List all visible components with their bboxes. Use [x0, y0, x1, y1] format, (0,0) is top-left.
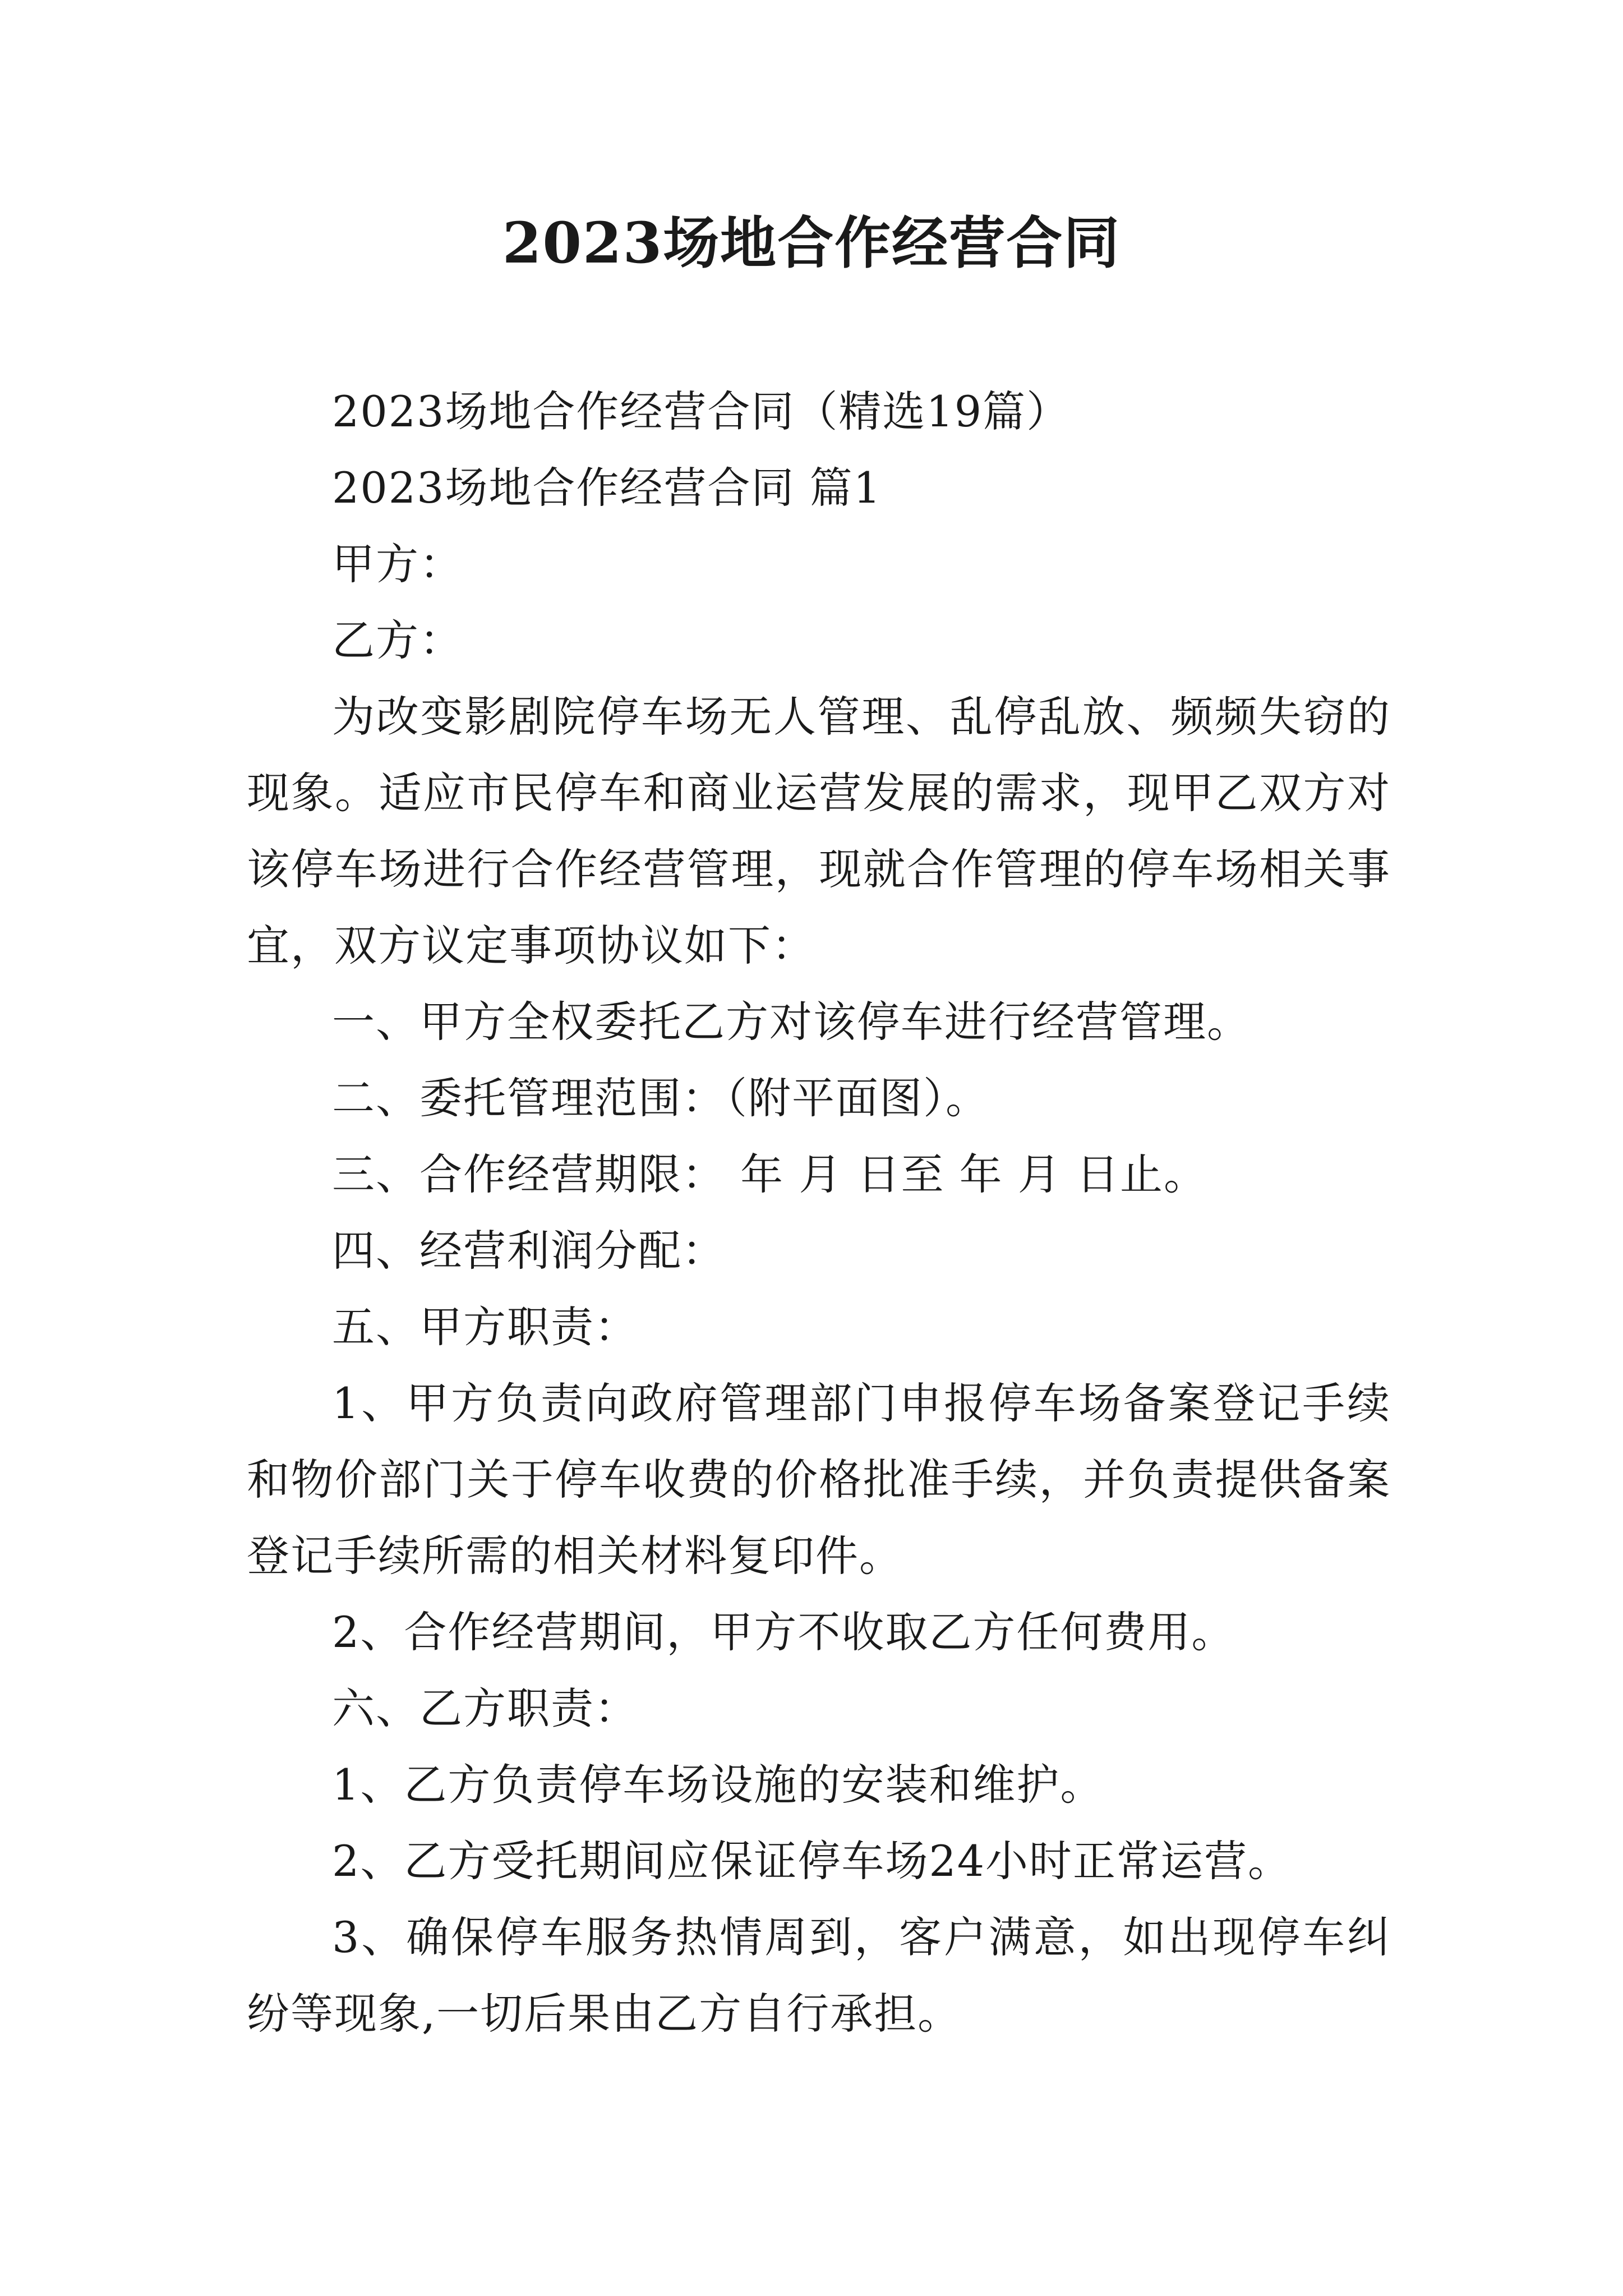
paragraph-clause-2: 二、委托管理范围：（附平面图）。 [332, 1073, 989, 1123]
paragraph-clause-1: 一、甲方全权委托乙方对该停车进行经营管理。 [332, 997, 1251, 1047]
document-title: 2023场地合作经营合同 [502, 210, 1121, 276]
paragraph-clause-6-item-2: 2、乙方受托期间应保证停车场24小时正常运营。 [332, 1836, 1292, 1886]
paragraph-clause-5-item-1: 1、甲方负责向政府管理部门申报停车场备案登记手续和物价部门关于停车收费的价格批准手续，并负责提供备案登记手续所需的相关材料复印件。 [247, 1378, 1391, 1581]
paragraph-subtitle: 2023场地合作经营合同（精选19篇） [332, 386, 1071, 436]
paragraph-party-a: 甲方： [332, 539, 463, 589]
document-body [247, 374, 1391, 2052]
paragraph-clause-3: 三、合作经营期限： 年 月 日至 年 月 日止。 [332, 1149, 1207, 1199]
paragraph-clause-4: 四、经营利润分配： [332, 1226, 726, 1276]
paragraph-clause-5-item-2: 2、合作经营期间，甲方不收取乙方任何费用。 [332, 1607, 1235, 1657]
paragraph-section-heading: 2023场地合作经营合同 篇1 [332, 463, 882, 513]
paragraph-clause-6-item-1: 1、乙方负责停车场设施的安装和维护。 [332, 1760, 1104, 1810]
paragraph-party-b: 乙方： [332, 615, 463, 665]
paragraph-clause-6-item-3: 3、确保停车服务热情周到，客户满意，如出现停车纠纷等现象,一切后果由乙方自行承担。 [247, 1912, 1391, 2039]
paragraph-preamble: 为改变影剧院停车场无人管理、乱停乱放、频频失窃的现象。适应市民停车和商业运营发展的需求，现甲乙双方对该停车场进行合作经营管理，现就合作管理的停车场相关事宜，双方议定事项协议如下： [247, 692, 1391, 970]
paragraph-clause-6: 六、乙方职责： [332, 1683, 638, 1733]
paragraph-clause-5: 五、甲方职责： [332, 1302, 638, 1352]
